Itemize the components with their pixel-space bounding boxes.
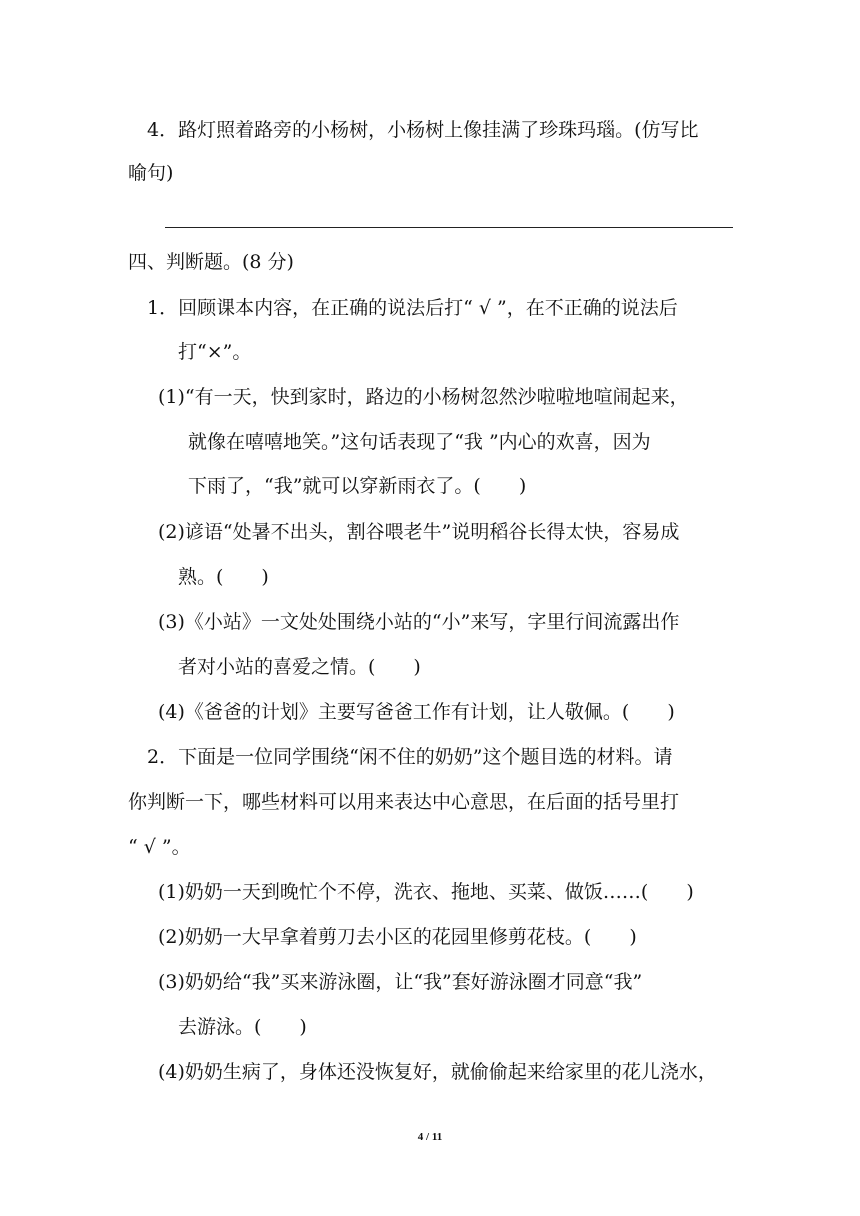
- q1-item-1-line-2: 就像在嘻嘻地笑。”这句话表现了“我 ”内心的欢喜，因为: [188, 431, 651, 453]
- q2-item-3-line-2: 去游泳。( ): [178, 1016, 307, 1038]
- q2-line-1: 2．下面是一位同学围绕“闲不住的奶奶”这个题目选的材料。请: [147, 746, 673, 768]
- q2-line-2: 你判断一下，哪些材料可以用来表达中心意思，在后面的括号里打: [128, 791, 680, 813]
- q2-item-1-line-1: (1)奶奶一天到晚忙个不停，洗衣、拖地、买菜、做饭……( ): [158, 881, 694, 903]
- q4-line-2: 喻句): [128, 162, 174, 184]
- q2-line-3: “ √ ”。: [128, 836, 191, 858]
- q1-item-3-line-1: (3)《小站》一文处处围绕小站的“小”来写，字里行间流露出作: [158, 611, 680, 633]
- q1-item-1-line-3: 下雨了，“我”就可以穿新雨衣了。( ): [188, 475, 527, 497]
- q2-item-3-line-1: (3)奶奶给“我”买来游泳圈，让“我”套好游泳圈才同意“我”: [158, 971, 643, 993]
- page-number: 4 / 11: [417, 1131, 443, 1143]
- q1-item-4-line-1: (4)《爸爸的计划》主要写爸爸工作有计划，让人敬佩。( ): [158, 701, 675, 723]
- q1-item-3-line-2: 者对小站的喜爱之情。( ): [178, 656, 421, 678]
- q1-item-2-line-1: (2)谚语“处暑不出头，割谷喂老牛”说明稻谷长得太快，容易成: [158, 521, 680, 543]
- q1-item-2-line-2: 熟。( ): [178, 566, 269, 588]
- q1-line-1: 1．回顾课本内容，在正确的说法后打“ √ ”，在不正确的说法后: [147, 297, 678, 319]
- answer-line[interactable]: [165, 227, 733, 228]
- q4-line-1: 4．路灯照着路旁的小杨树，小杨树上像挂满了珍珠玛瑙。(仿写比: [147, 119, 699, 141]
- section-heading: 四、判断题。(8 分): [128, 251, 294, 273]
- q2-item-4-line-1: (4)奶奶生病了，身体还没恢复好，就偷偷起来给家里的花儿浇水，: [158, 1061, 717, 1083]
- q1-item-1-line-1: (1)“有一天，快到家时，路边的小杨树忽然沙啦啦地喧闹起来，: [158, 386, 689, 408]
- q2-item-2-line-1: (2)奶奶一大早拿着剪刀去小区的花园里修剪花枝。( ): [158, 926, 637, 948]
- q1-line-2: 打“×”。: [178, 341, 252, 363]
